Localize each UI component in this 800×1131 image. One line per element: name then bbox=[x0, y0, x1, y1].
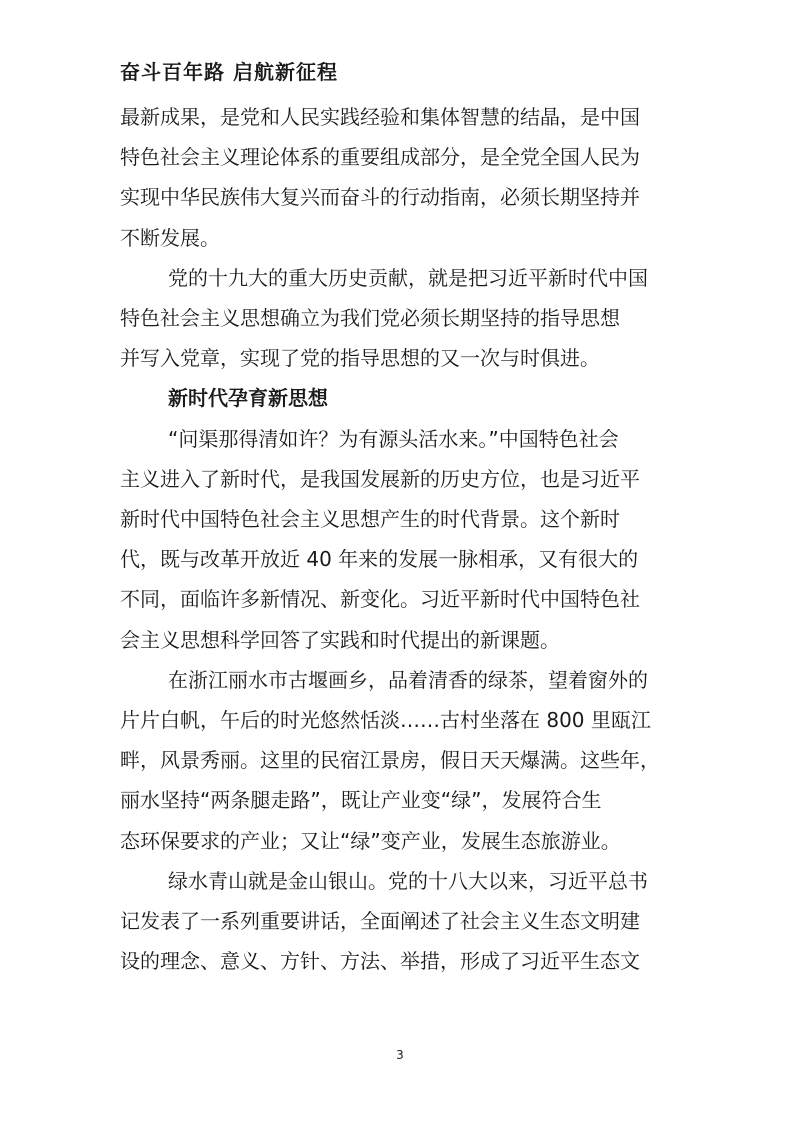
paragraph-line: 主义进入了新时代，是我国发展新的历史方位，也是习近平 bbox=[120, 466, 640, 491]
paragraph-line: 最新成果，是党和人民实践经验和集体智慧的结晶，是中国 bbox=[120, 105, 640, 129]
paragraph-line: 态环保要求的产业；又让“绿”变产业，发展生态旅游业。 bbox=[120, 828, 621, 853]
section-heading: 新时代孕育新思想 bbox=[168, 386, 328, 411]
paragraph-line: 并写入党章，实现了党的指导思想的又一次与时俱进。 bbox=[120, 346, 600, 371]
paragraph-line: 不断发展。 bbox=[120, 225, 220, 250]
paragraph-line: 设的理念、意义、方针、方法、举措，形成了习近平生态文 bbox=[120, 949, 640, 974]
paragraph-line: 绿水青山就是金山银山。党的十八大以来，习近平总书 bbox=[168, 868, 648, 893]
page-number: 3 bbox=[396, 1048, 404, 1062]
paragraph-line: 特色社会主义思想确立为我们党必须长期坚持的指导思想 bbox=[120, 306, 620, 330]
paragraph-line: 不同，面临许多新情况、新变化。习近平新时代中国特色社 bbox=[120, 587, 640, 612]
paragraph-line: 会主义思想科学回答了实践和时代提出的新课题。 bbox=[120, 627, 560, 652]
paragraph-line: 丽水坚持“两条腿走路”，既让产业变“绿”，发展符合生 bbox=[120, 788, 602, 813]
paragraph-line: 记发表了一系列重要讲话，全面阐述了社会主义生态文明建 bbox=[120, 909, 640, 933]
paragraph-line: “问渠那得清如许？为有源头活水来。”中国特色社会 bbox=[168, 426, 619, 451]
running-header: 奋斗百年路 启航新征程 bbox=[120, 60, 338, 84]
paragraph-line: 代，既与改革开放近 40 年来的发展一脉相承，又有很大的 bbox=[120, 547, 639, 572]
paragraph-line: 实现中华民族伟大复兴而奋斗的行动指南，必须长期坚持并 bbox=[120, 185, 640, 210]
paragraph-line: 畔，风景秀丽。这里的民宿江景房，假日天天爆满。这些年， bbox=[120, 748, 660, 773]
paragraph-line: 新时代中国特色社会主义思想产生的时代背景。这个新时 bbox=[120, 507, 620, 531]
paragraph-line: 特色社会主义理论体系的重要组成部分，是全党全国人民为 bbox=[120, 145, 640, 170]
paragraph-line: 党的十九大的重大历史贡献，就是把习近平新时代中国 bbox=[168, 265, 648, 290]
paragraph-line: 在浙江丽水市古堰画乡，品着清香的绿茶，望着窗外的 bbox=[168, 667, 648, 692]
paragraph-line: 片片白帆，午后的时光悠然恬淡……古村坐落在 800 里瓯江 bbox=[120, 708, 651, 732]
